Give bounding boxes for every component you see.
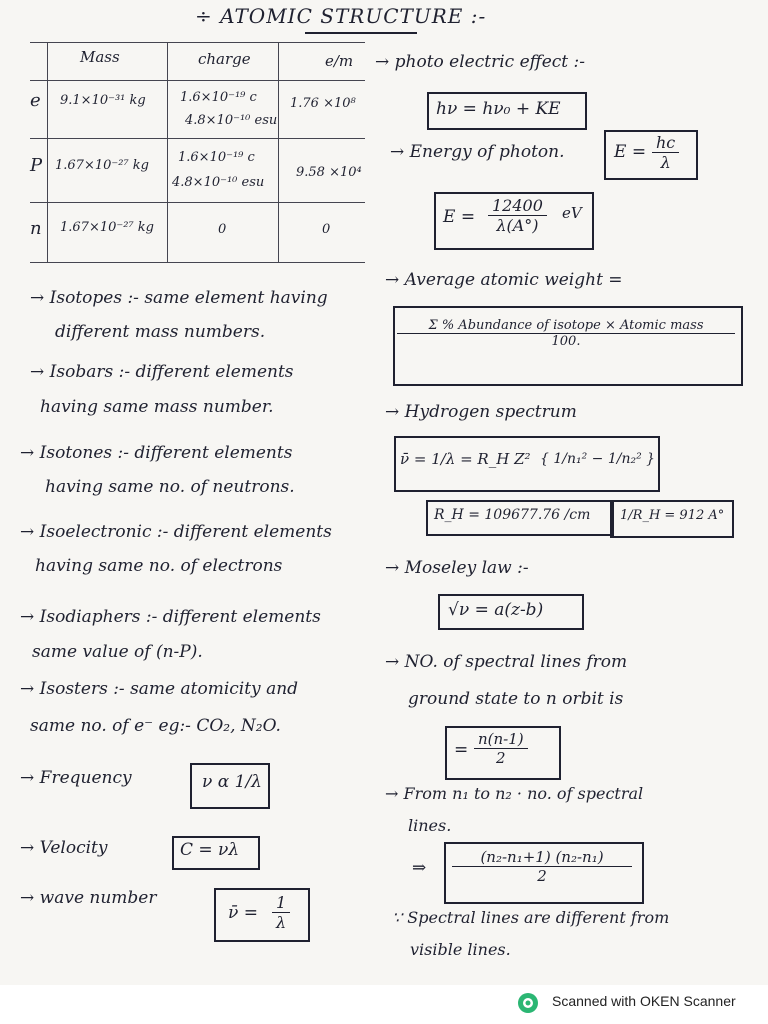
rh-inverse: 1/R_H = 912 A° (620, 508, 725, 523)
spectral-lines-line: ground state to n orbit is (408, 689, 624, 709)
charge-value: 1.6×10⁻¹⁹ c (178, 150, 255, 165)
hydrogen-lhs: ν̄ = 1/λ = R_H Z² (400, 450, 531, 468)
header-charge: charge (198, 50, 251, 68)
energy-ev-num: 12400 (488, 196, 547, 216)
energy-ev-den: λ(A°) (496, 216, 539, 235)
header-em: e/m (325, 52, 354, 70)
spectral-den: 2 (496, 749, 506, 767)
table-col-line (167, 42, 168, 262)
energy-ev-fraction (488, 196, 547, 235)
wavenumber-num: 1 (272, 893, 290, 913)
from-levels-fraction (452, 848, 632, 885)
avg-weight-label: → Average atomic weight = (385, 270, 623, 290)
spectral-fraction (474, 730, 528, 767)
em-value: 9.58 ×10⁴ (296, 165, 362, 180)
isodiaphers-line: same value of (n-P). (32, 642, 203, 662)
em-value: 0 (322, 222, 331, 237)
avg-weight-num: Σ % Abundance of isotope × Atomic mass (397, 318, 735, 334)
title-underline (305, 32, 417, 34)
scanner-text: Scanned with OKEN Scanner (552, 993, 736, 1009)
hydrogen-bracket: { 1/n₁² − 1/n₂² } (540, 451, 656, 467)
charge-esu-value: 4.8×10⁻¹⁰ esu (172, 175, 265, 190)
charge-value: 0 (218, 222, 227, 237)
velocity-label: → Velocity (20, 838, 108, 858)
wavenumber-den: λ (276, 913, 287, 932)
em-value: 1.76 ×10⁸ (290, 96, 356, 111)
photoelectric-formula: hν = hν₀ + KE (436, 99, 561, 119)
moseley-label: → Moseley law :- (385, 558, 529, 578)
table-row-line (30, 138, 365, 139)
isosters-line: → Isosters :- same atomicity and (20, 679, 299, 699)
photon-energy-den: λ (660, 153, 671, 172)
from-levels-line: → From n₁ to n₂ · no. of spectral (385, 784, 644, 803)
isotones-line: → Isotones :- different elements (20, 443, 293, 463)
table-bottom-line (30, 262, 365, 263)
moseley-formula: √ν = a(z-b) (448, 600, 544, 620)
energy-ev-lhs: E = (443, 207, 476, 227)
velocity-formula: C = νλ (180, 840, 240, 860)
isodiaphers-line: → Isodiaphers :- different elements (20, 607, 321, 627)
spectral-equals: = (454, 740, 469, 760)
photon-energy-num: hc (652, 133, 679, 153)
isotopes-line: → Isotopes :- same element having (30, 288, 328, 308)
frequency-formula: ν α 1/λ (202, 772, 262, 792)
spectral-note-line: ∵ Spectral lines are different from (392, 908, 670, 927)
energy-ev-unit: eV (562, 204, 582, 222)
frequency-label: → Frequency (20, 768, 132, 788)
table-col-line (47, 42, 48, 262)
table-row-line (30, 202, 365, 203)
particle-label: e (30, 90, 41, 111)
isotopes-line: different mass numbers. (55, 322, 266, 342)
table-header-line (30, 80, 365, 81)
hydrogen-label: → Hydrogen spectrum (385, 402, 577, 422)
photon-energy-fraction (652, 133, 679, 172)
wavenumber-lhs: ν̄ = (228, 903, 258, 923)
isobars-line: → Isobars :- different elements (30, 362, 294, 382)
page-title: ÷ ATOMIC STRUCTURE :- (195, 4, 487, 28)
from-levels-line: lines. (408, 816, 452, 835)
spectral-note-line: visible lines. (410, 940, 511, 959)
photoelectric-label: → photo electric effect :- (375, 52, 585, 72)
isobars-line: having same mass number. (40, 397, 274, 417)
mass-value: 9.1×10⁻³¹ kg (60, 93, 146, 108)
spectral-num: n(n-1) (474, 730, 528, 749)
from-levels-num: (n₂-n₁+1) (n₂-n₁) (452, 848, 632, 867)
isoelectronic-line: → Isoelectronic :- different elements (20, 522, 332, 542)
header-mass: Mass (80, 48, 120, 66)
from-levels-den: 2 (537, 867, 547, 885)
photon-energy-label: → Energy of photon. (390, 142, 565, 162)
charge-esu-value: 4.8×10⁻¹⁰ esu (185, 113, 278, 128)
photon-energy-lhs: E = (614, 142, 647, 162)
implies-arrow: ⇒ (412, 858, 427, 878)
particle-label: P (30, 155, 43, 176)
rh-value: R_H = 109677.76 /cm (434, 507, 591, 523)
wavenumber-fraction (272, 893, 290, 932)
table-col-line (278, 42, 279, 262)
spectral-lines-line: → NO. of spectral lines from (385, 652, 628, 672)
mass-value: 1.67×10⁻²⁷ kg (55, 158, 149, 173)
scanner-logo-icon (517, 992, 539, 1014)
particle-label: n (30, 218, 42, 239)
table-top-line (30, 42, 365, 43)
isosters-line: same no. of e⁻ eg:- CO₂, N₂O. (30, 716, 281, 736)
avg-weight-fraction (397, 318, 735, 349)
wavenumber-label: → wave number (20, 888, 157, 908)
charge-value: 1.6×10⁻¹⁹ c (180, 90, 257, 105)
isoelectronic-line: having same no. of electrons (35, 556, 283, 576)
avg-weight-den: 100. (551, 334, 581, 349)
mass-value: 1.67×10⁻²⁷ kg (60, 220, 154, 235)
isotones-line: having same no. of neutrons. (45, 477, 295, 497)
